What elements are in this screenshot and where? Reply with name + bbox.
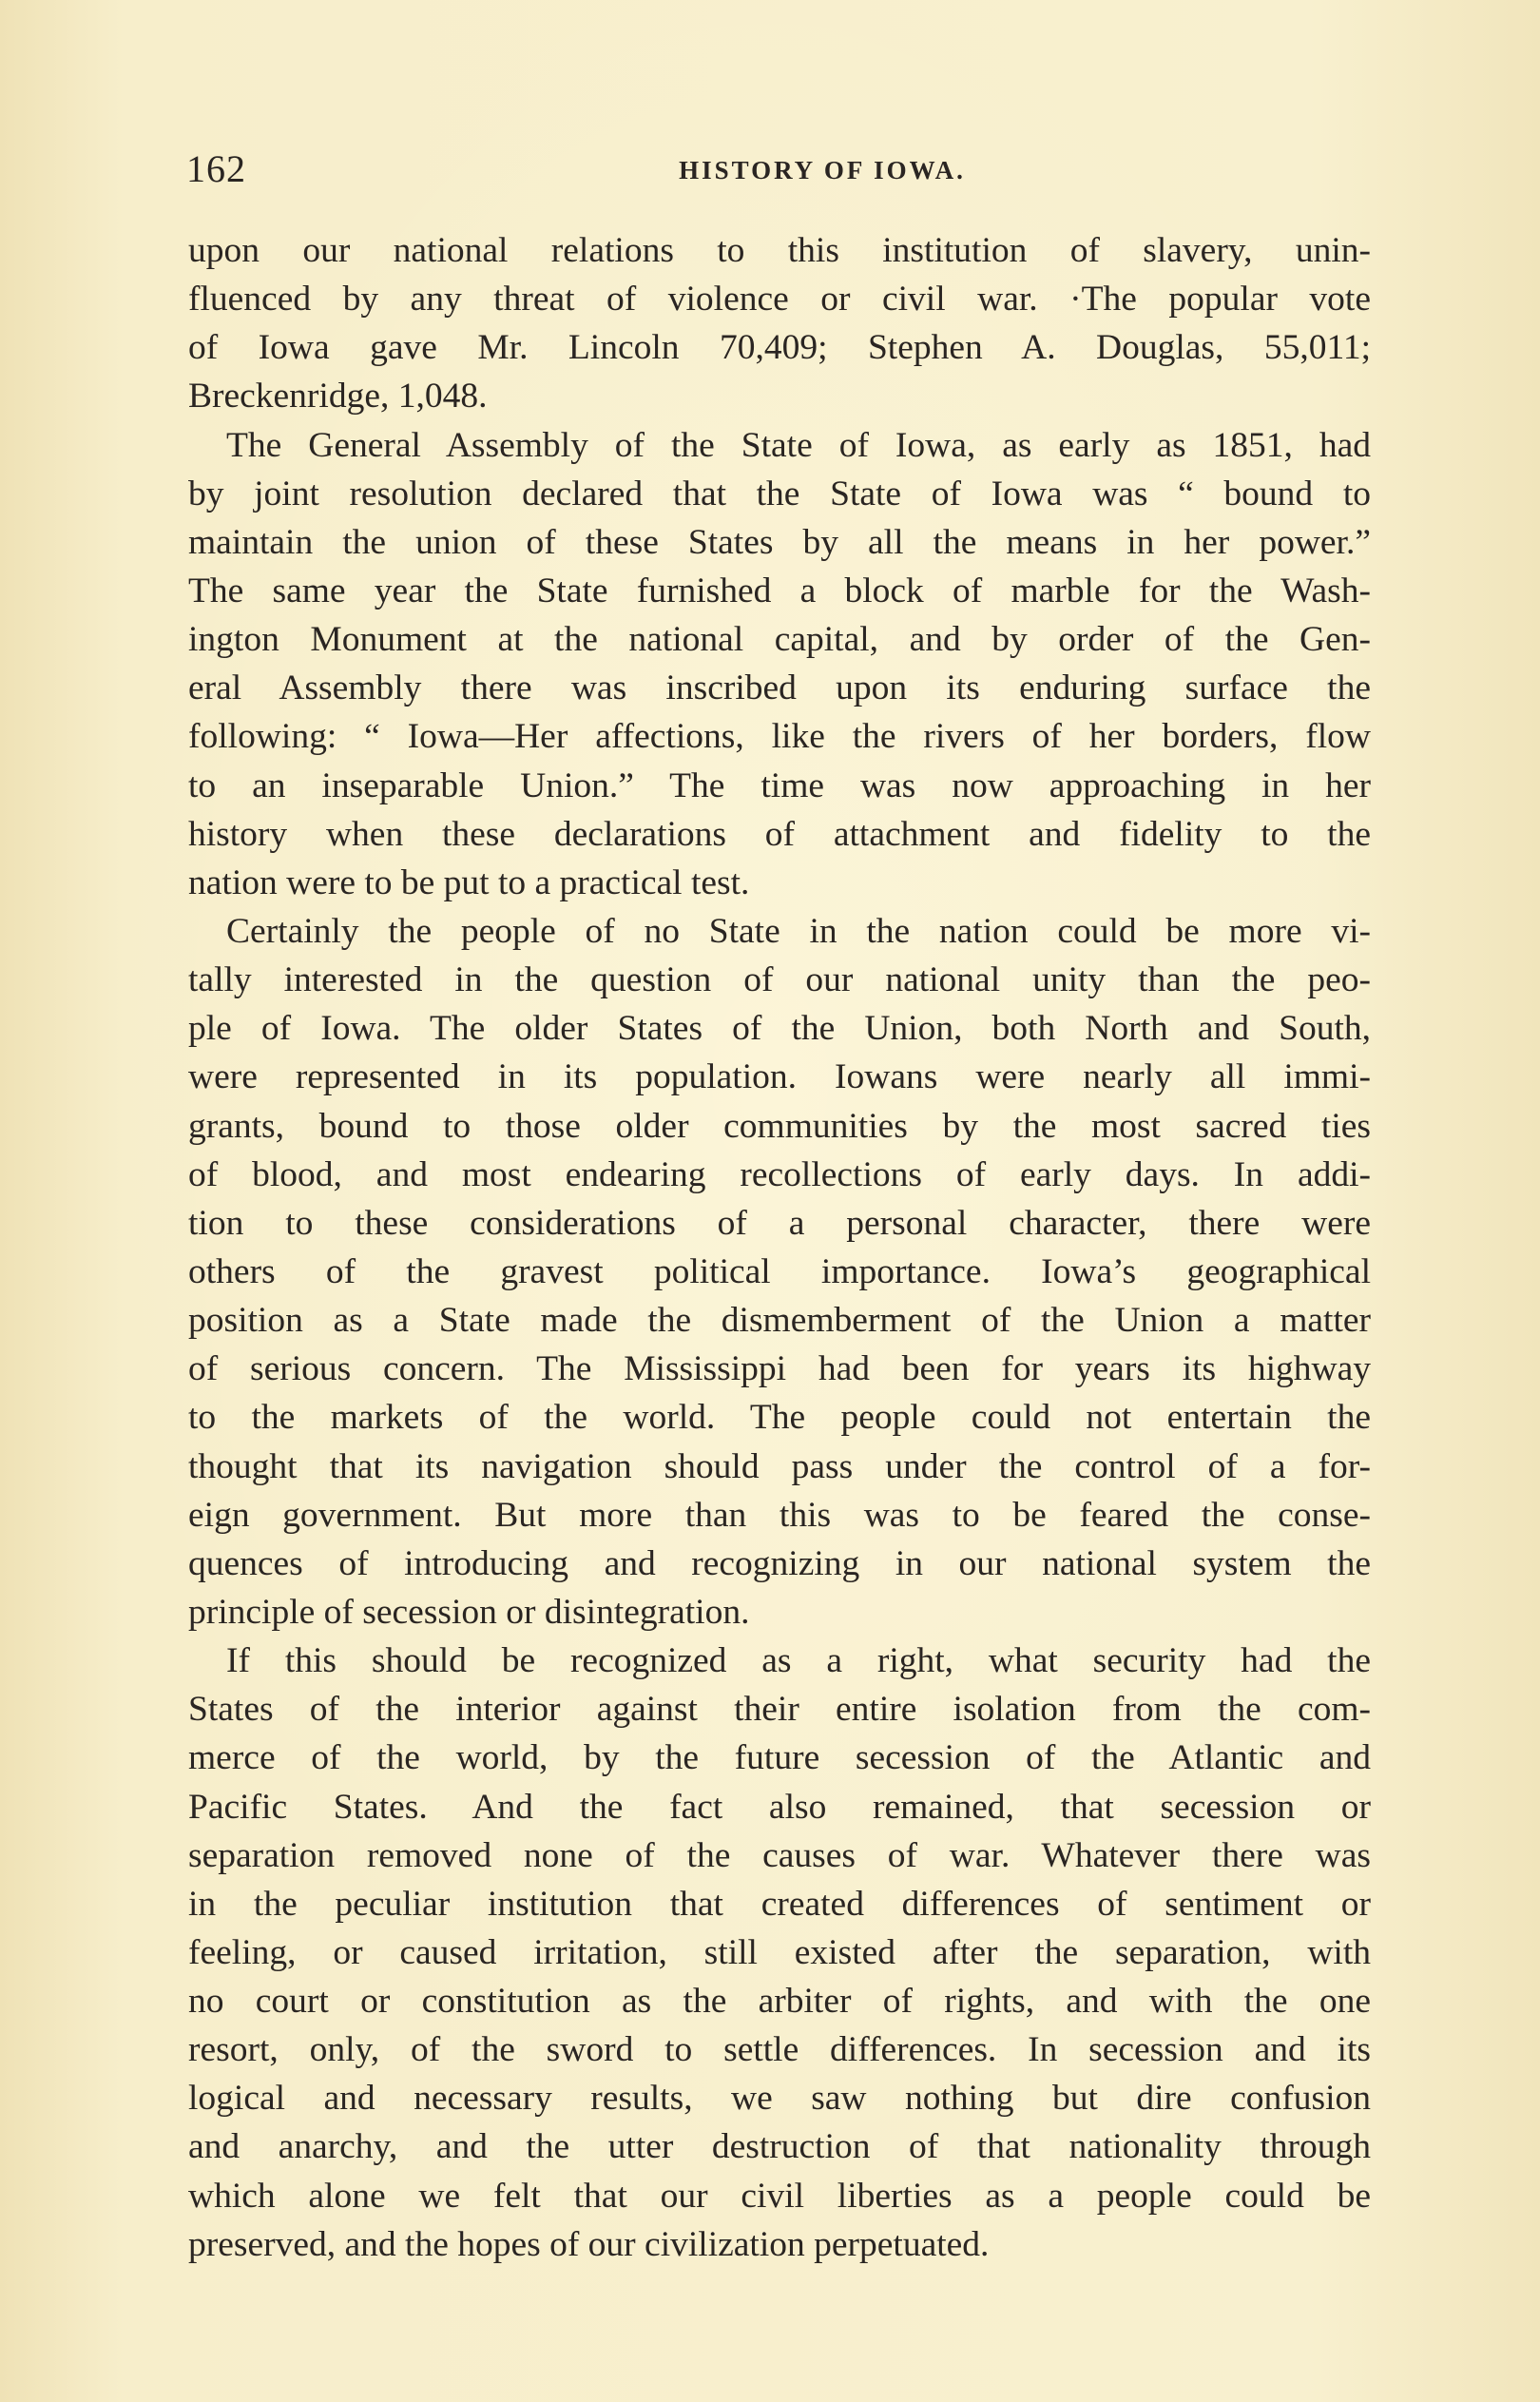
text-line: tally interested in the question of our national unity than the peo- <box>188 960 1371 1000</box>
text-line: fluenced by any threat of violence or civil war. ·The popular vote <box>188 280 1371 320</box>
text-line: States of the interior against their entire isolation from the com- <box>188 1690 1371 1730</box>
page-number: 162 <box>186 147 246 190</box>
text-line: of Iowa gave Mr. Lincoln 70,409; Stephen A. Douglas, 55,011; <box>188 328 1371 368</box>
text-line: quences of introducing and recognizing in our national system the <box>188 1543 1371 1583</box>
text-line: principle of secession or disintegration. <box>188 1592 750 1632</box>
text-line: position as a State made the dismemberment of the Union a matter <box>188 1301 1371 1341</box>
text-line: to the markets of the world. The people could not entertain the <box>188 1398 1371 1438</box>
text-line: upon our national relations to this institution of slavery, unin- <box>188 231 1371 270</box>
text-line: to an inseparable Union.” The time was now approaching in her <box>188 765 1371 805</box>
text-line: grants, bound to those older communities by the most sacred ties <box>188 1106 1371 1146</box>
text-line: others of the gravest political importance. Iowa’s geographical <box>188 1251 1371 1291</box>
text-line: of serious concern. The Mississippi had been for years its highway <box>188 1349 1371 1389</box>
text-line: separation removed none of the causes of war. Whatever there was <box>188 1835 1371 1875</box>
text-line: history when these declarations of attachment and fidelity to the <box>188 814 1371 854</box>
text-line: Certainly the people of no State in the nation could be more vi- <box>226 911 1371 951</box>
text-line: of blood, and most endearing recollections of early days. In addi- <box>188 1154 1371 1194</box>
text-line: If this should be recognized as a right, what security had the <box>226 1641 1371 1681</box>
text-line: Breckenridge, 1,048. <box>188 377 488 416</box>
text-line: thought that its navigation should pass under the control of a for- <box>188 1446 1371 1486</box>
text-line: maintain the union of these States by all the means in her power.” <box>188 522 1371 562</box>
running-title: HISTORY OF IOWA. <box>679 156 966 184</box>
text-line: The General Assembly of the State of Iowa, as early as 1851, had <box>226 425 1371 465</box>
text-line: were represented in its population. Iowans were nearly all immi- <box>188 1057 1371 1097</box>
text-line: tion to these considerations of a personal character, there were <box>188 1203 1371 1243</box>
text-line: preserved, and the hopes of our civilization perpetuated. <box>188 2224 990 2264</box>
body-text <box>188 226 1371 2269</box>
text-line: eign government. But more than this was to be feared the conse- <box>188 1495 1371 1535</box>
text-line: in the peculiar institution that created differences of sentiment or <box>188 1884 1371 1924</box>
text-line: eral Assembly there was inscribed upon its enduring surface the <box>188 668 1371 708</box>
text-line: by joint resolution declared that the State of Iowa was “ bound to <box>188 474 1371 513</box>
text-line: which alone we felt that our civil liberties as a people could be <box>188 2176 1371 2216</box>
text-line: and anarchy, and the utter destruction of that nationality through <box>188 2127 1371 2167</box>
text-line: resort, only, of the sword to settle differences. In secession and its <box>188 2030 1371 2070</box>
text-line: no court or constitution as the arbiter of rights, and with the one <box>188 1982 1371 2022</box>
text-line: logical and necessary results, we saw nothing but dire confusion <box>188 2079 1371 2119</box>
text-line: ington Monument at the national capital, and by order of the Gen- <box>188 620 1371 660</box>
page-header <box>186 141 1382 198</box>
text-line: following: “ Iowa—Her affections, like the rivers of her borders, flow <box>188 717 1371 757</box>
text-line: feeling, or caused irritation, still existed after the separation, with <box>188 1932 1371 1972</box>
text-line: merce of the world, by the future secession of the Atlantic and <box>188 1738 1371 1778</box>
text-line: The same year the State furnished a block of marble for the Wash- <box>188 571 1371 610</box>
text-line: nation were to be put to a practical test. <box>188 862 750 902</box>
text-line: Pacific States. And the fact also remained, that secession or <box>188 1787 1371 1827</box>
text-line: ple of Iowa. The older States of the Union, both North and South, <box>188 1009 1371 1049</box>
